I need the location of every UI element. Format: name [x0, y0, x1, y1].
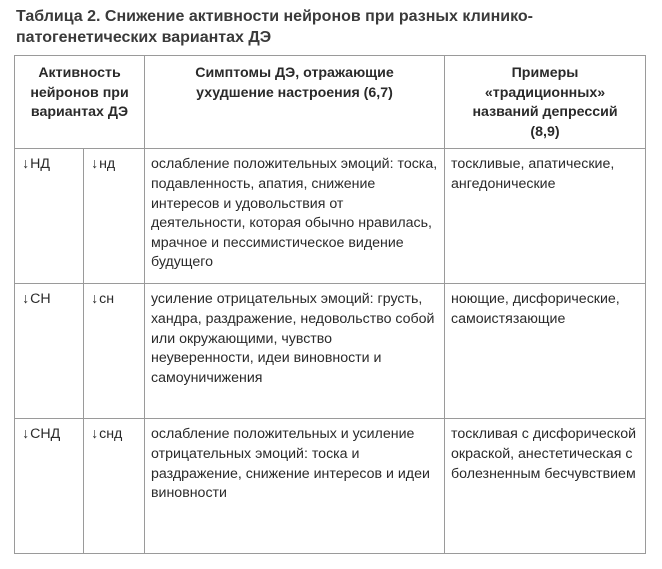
- symptoms-cell: ослабление положительных эмоций: тоска, подавленность, апатия, снижение интересов и удовольствия от деятельности, которая обычно нравилась, мрачное и пессимистическое видение будущего: [145, 149, 445, 284]
- arrow-down-icon: ↓: [91, 156, 99, 173]
- arrow-down-icon: ↓: [91, 291, 99, 308]
- level-upper-cell: ↓СНД: [15, 419, 84, 554]
- table-row: [15, 284, 646, 419]
- symptoms-cell: усиление отрицательных эмоций: грусть, хандра, раздражение, недовольство собой или окружающими, чувство неуверенности, идеи виновности и самоуничижения: [145, 284, 445, 419]
- level-lower-cell: ↓нд: [84, 149, 145, 284]
- examples-cell: ноющие, дисфорические, самоистязающие: [445, 284, 646, 419]
- level-upper-cell: ↓СН: [15, 284, 84, 419]
- arrow-down-icon: ↓: [22, 291, 30, 308]
- header-examples: Примеры «традиционных» названий депрессий (8,9): [445, 56, 646, 149]
- examples-cell: тоскливая с дисфорической окраской, анестетическая с болезненным бесчувствием: [445, 419, 646, 554]
- arrow-down-icon: ↓: [91, 426, 99, 443]
- level-lower-cell: ↓сн: [84, 284, 145, 419]
- examples-cell: тоскливые, апатические, ангедонические: [445, 149, 646, 284]
- symptoms-cell: ослабление положительных и усиление отрицательных эмоций: тоска и раздражение, снижение интересов и идеи виновности: [145, 419, 445, 554]
- table-caption: Таблица 2. Снижение активности нейронов при разных клинико-патогенетических вариантах ДЭ: [16, 8, 533, 46]
- header-activity: Активность нейронов при вариантах ДЭ: [15, 56, 145, 149]
- arrow-down-icon: ↓: [22, 156, 30, 173]
- level-lower-cell: ↓снд: [84, 419, 145, 554]
- level-upper-cell: ↓НД: [15, 149, 84, 284]
- depression-table: [14, 55, 646, 554]
- table-row: [15, 149, 646, 284]
- header-symptoms: Симптомы ДЭ, отражающие ухудшение настроения (6,7): [145, 56, 445, 149]
- table-row: [15, 419, 646, 554]
- table-header-row: [15, 56, 646, 149]
- arrow-down-icon: ↓: [22, 426, 30, 443]
